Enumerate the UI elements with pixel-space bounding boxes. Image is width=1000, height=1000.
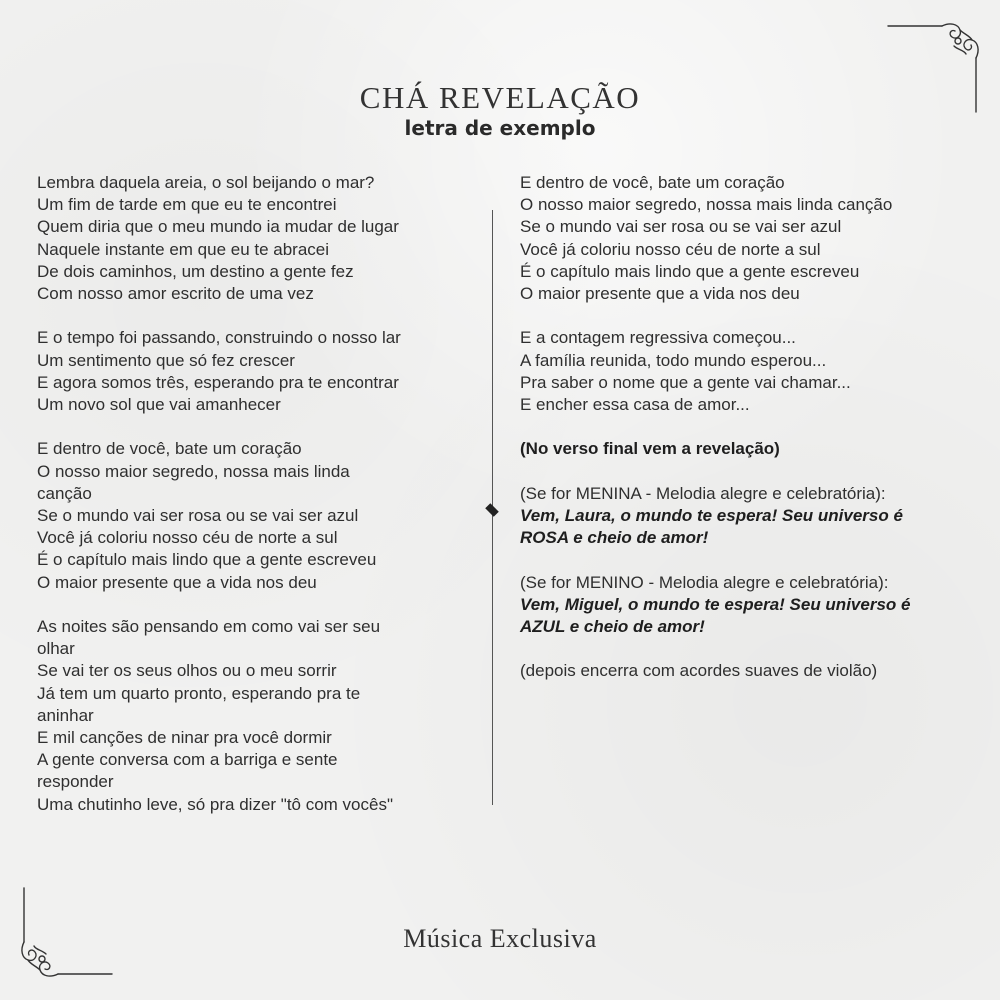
stanza-gap <box>520 549 980 571</box>
lyric-line: Se o mundo vai ser rosa ou se vai ser azul <box>37 506 359 526</box>
lyric-line: O nosso maior segredo, nossa mais linda <box>37 461 350 481</box>
lyrics-right-column <box>520 172 980 683</box>
lyric-line: É o capítulo mais lindo que a gente escreveu <box>520 261 860 281</box>
lyric-line: Vem, Miguel, o mundo te espera! Seu universo é <box>520 594 911 614</box>
page-title: CHÁ REVELAÇÃO <box>359 80 641 115</box>
lyric-line: Já tem um quarto pronto, esperando pra te <box>37 683 361 703</box>
lyric-line: Uma chutinho leve, só pra dizer "tô com vocês" <box>37 794 394 814</box>
corner-flourish-icon <box>884 20 984 116</box>
stanza-gap <box>520 461 980 483</box>
lyric-line: Um sentimento que só fez crescer <box>37 350 295 370</box>
lyric-line: E dentro de você, bate um coração <box>520 173 785 192</box>
stanza-gap <box>37 416 457 438</box>
lyric-line: (Se for MENINO - Melodia alegre e celebratória): <box>520 572 889 592</box>
footer-label: Música Exclusiva <box>403 924 597 953</box>
lyric-line: Com nosso amor escrito de uma vez <box>37 284 314 304</box>
stanza-gap <box>37 594 457 616</box>
lyric-line: E o tempo foi passando, construindo o nosso lar <box>37 328 401 348</box>
lyric-line: Naquele instante em que eu te abracei <box>37 239 330 259</box>
stanza-gap <box>520 305 980 327</box>
lyric-line: A família reunida, todo mundo esperou... <box>520 350 827 370</box>
lyric-line: Pra saber o nome que a gente vai chamar... <box>520 372 851 392</box>
lyric-line: olhar <box>37 639 75 659</box>
lyric-line: Você já coloriu nosso céu de norte a sul <box>37 528 338 548</box>
lyrics-left-column <box>37 172 457 816</box>
lyric-line: (depois encerra com acordes suaves de violão) <box>520 661 878 681</box>
lyric-line: E dentro de você, bate um coração <box>37 439 302 459</box>
lyric-line: E a contagem regressiva começou... <box>520 328 796 348</box>
lyric-line: aninhar <box>37 705 94 725</box>
lyric-line: (No verso final vem a revelação) <box>520 439 780 459</box>
corner-flourish-icon <box>16 884 116 980</box>
lyric-line: Você já coloriu nosso céu de norte a sul <box>520 239 821 259</box>
diamond-icon <box>485 503 499 517</box>
lyric-line: De dois caminhos, um destino a gente fez <box>37 261 354 281</box>
lyric-line: Um fim de tarde em que eu te encontrei <box>37 195 337 215</box>
lyric-line: responder <box>37 772 114 792</box>
lyric-line: canção <box>37 483 92 503</box>
stanza-gap <box>37 305 457 327</box>
lyric-line: Se o mundo vai ser rosa ou se vai ser azul <box>520 217 842 237</box>
lyric-line: O maior presente que a vida nos deu <box>520 284 800 304</box>
lyric-line: As noites são pensando em como vai ser seu <box>37 617 381 637</box>
lyric-line: Quem diria que o meu mundo ia mudar de lugar <box>37 217 399 237</box>
lyric-line: Lembra daquela areia, o sol beijando o mar? <box>37 173 375 192</box>
lyric-line: E encher essa casa de amor... <box>520 395 750 415</box>
lyric-line: ROSA e cheio de amor! <box>520 528 709 548</box>
lyric-line: Vem, Laura, o mundo te espera! Seu universo é <box>520 506 903 525</box>
page-subtitle: letra de exemplo <box>404 116 596 140</box>
lyric-line: O maior presente que a vida nos deu <box>37 572 317 592</box>
lyric-line: Se vai ter os seus olhos ou o meu sorrir <box>37 661 337 681</box>
lyric-line: Um novo sol que vai amanhecer <box>37 395 281 415</box>
lyric-line: A gente conversa com a barriga e sente <box>37 750 338 770</box>
lyric-line: O nosso maior segredo, nossa mais linda canção <box>520 195 893 215</box>
stanza-gap <box>520 638 980 660</box>
lyric-line: (Se for MENINA - Melodia alegre e celebratória): <box>520 483 886 503</box>
lyric-line: É o capítulo mais lindo que a gente escreveu <box>37 550 377 570</box>
stanza-gap <box>520 416 980 438</box>
lyric-line: E mil canções de ninar pra você dormir <box>37 728 332 748</box>
lyric-line: AZUL e cheio de amor! <box>520 617 705 636</box>
lyric-line: E agora somos três, esperando pra te encontrar <box>37 372 399 392</box>
